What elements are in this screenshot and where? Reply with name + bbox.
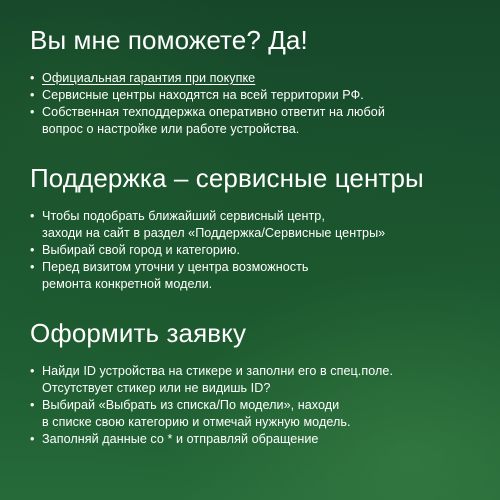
item-text: в списке свою категорию и отмечай нужную модель. [42, 415, 351, 429]
item-text: вопрос о настройке или работе устройства. [42, 122, 300, 136]
bullet-list [30, 70, 478, 138]
item-text: Найди ID устройства на стикере и заполни его в спец.поле. [42, 364, 393, 378]
list-item [30, 259, 478, 293]
item-text: Сервисные центры находятся на всей территории РФ. [42, 88, 364, 102]
section-help [30, 24, 478, 138]
list-item [30, 104, 478, 138]
list-item [30, 208, 478, 242]
section-request [30, 317, 478, 448]
list-item [30, 87, 478, 104]
list-item [30, 397, 478, 431]
bullet-icon: • [30, 398, 35, 412]
section-title: Оформить заявку [30, 318, 247, 348]
item-text: Перед визитом уточни у центра возможность [42, 260, 309, 274]
item-text: Чтобы подобрать ближайший сервисный центр, [42, 209, 325, 223]
list-item [30, 363, 478, 397]
bullet-list [30, 208, 478, 293]
bullet-list [30, 363, 478, 448]
bullet-icon: • [30, 432, 35, 446]
list-item [30, 242, 478, 259]
item-text: Отсутствует стикер или не видишь ID? [42, 381, 271, 395]
bullet-icon: • [30, 243, 35, 257]
bullet-icon: • [30, 88, 35, 102]
bullet-icon: • [30, 209, 35, 223]
item-text: ремонта конкретной модели. [42, 277, 213, 291]
item-text: Заполняй данные со * и отправляй обращение [42, 432, 319, 446]
bullet-icon: • [30, 364, 35, 378]
section-title: Вы мне поможете? Да! [30, 25, 308, 55]
item-text: Выбирай «Выбрать из списка/По модели», находи [42, 398, 340, 412]
bullet-icon: • [30, 260, 35, 274]
bullet-icon: • [30, 71, 35, 85]
list-item [30, 431, 478, 448]
item-text: Выбирай свой город и категорию. [42, 243, 241, 257]
section-service-centers [30, 162, 478, 293]
list-item[interactable] [30, 70, 478, 87]
item-text: заходи на сайт в раздел «Поддержка/Сервисные центры» [42, 226, 386, 240]
section-title: Поддержка – сервисные центры [30, 163, 424, 193]
warranty-link[interactable]: Официальная гарантия при покупке [42, 71, 256, 85]
item-text: Собственная техподдержка оперативно ответит на любой [42, 105, 385, 119]
bullet-icon: • [30, 105, 35, 119]
